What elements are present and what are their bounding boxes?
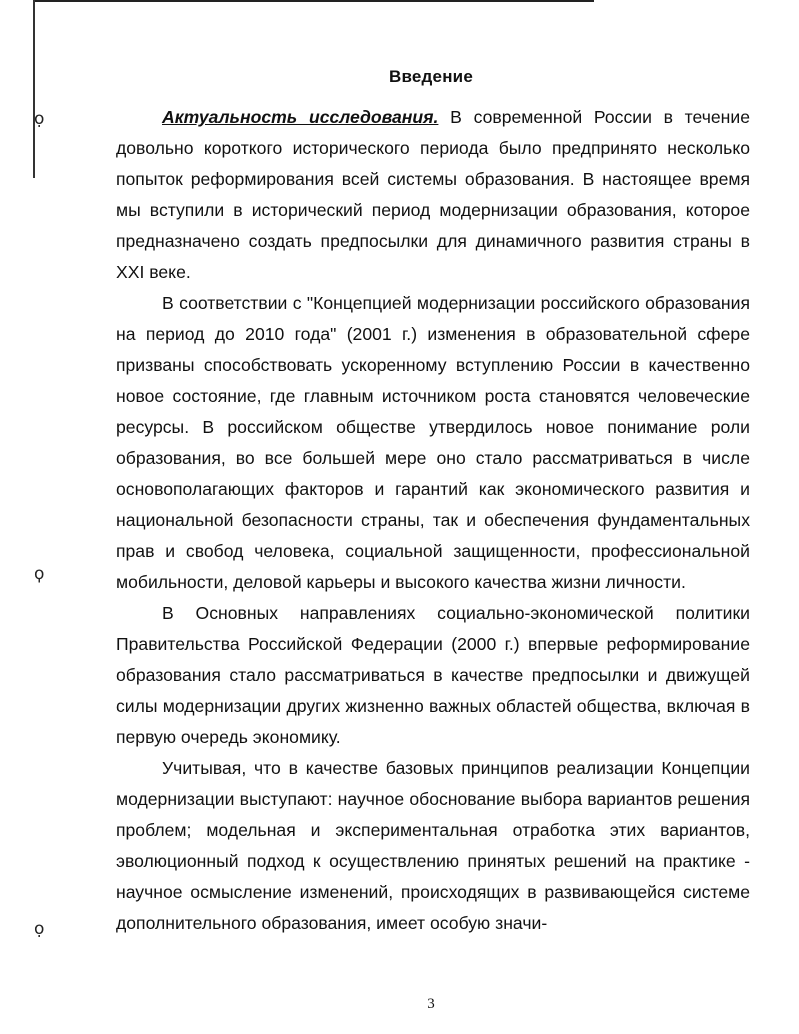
scan-border-left xyxy=(33,0,35,178)
page-title: Введение xyxy=(389,67,473,86)
paragraph-text: В современной России в течение довольно короткого исторического периода было предпринято несколько попыток реформирования всей системы образования. В настоящее время мы вступили в исторический период модернизации образования, которое предназначено создать предпосылки для динамичного развития страны в XXI веке. xyxy=(116,107,751,282)
paragraph-policy: В Основных направлениях социально-экономической политики Правительства Российской Федерации (2000 г.) впервые реформирование образования стало рассматриваться в качестве предпосылки и движущей силы модернизации других жизненно важных областей общества, включая в первую очередь экономику. xyxy=(116,603,750,747)
paragraph-concept: В соответствии с "Концепцией модернизации российского образования на период до 2010 года" (2001 г.) изменения в образовательной сфере призваны способствовать ускоренному вступлению России в качественно новое состояние, где главным источником роста становятся человеческие ресурсы. В российском обществе утвердилось новое понимание роли образования, во все большей мере оно стало рассматриваться в числе основополагающих факторов и гарантий как экономического развития и национальной безопасности страны, так и обеспечения фундаментальных прав и свобод человека, социальной защищенности, профессиональной мобильности, деловой карьеры и высокого качества жизни личности. xyxy=(116,293,750,592)
scan-border-top xyxy=(34,0,594,7)
relevance-heading: Актуальность исследования. xyxy=(162,107,439,127)
page-number: 3 xyxy=(427,996,435,1012)
paragraph-relevance xyxy=(116,102,750,288)
punch-hole-mark-icon: ọ xyxy=(34,109,45,129)
paragraph-principles: Учитывая, что в качестве базовых принципов реализации Концепции модернизации выступают: научное обоснование выбора вариантов решения проблем; модельная и экспериментальная отработка этих вариантов, эволюционный подход к осуществлению принятых решений на практике - научное осмысление изменений, происходящих в развивающейся системе дополнительного образования, имеет особую значи- xyxy=(116,758,750,933)
punch-hole-mark-icon: ọ xyxy=(34,919,45,939)
punch-hole-mark-icon: ϙ xyxy=(34,564,45,584)
document-body xyxy=(116,102,750,939)
